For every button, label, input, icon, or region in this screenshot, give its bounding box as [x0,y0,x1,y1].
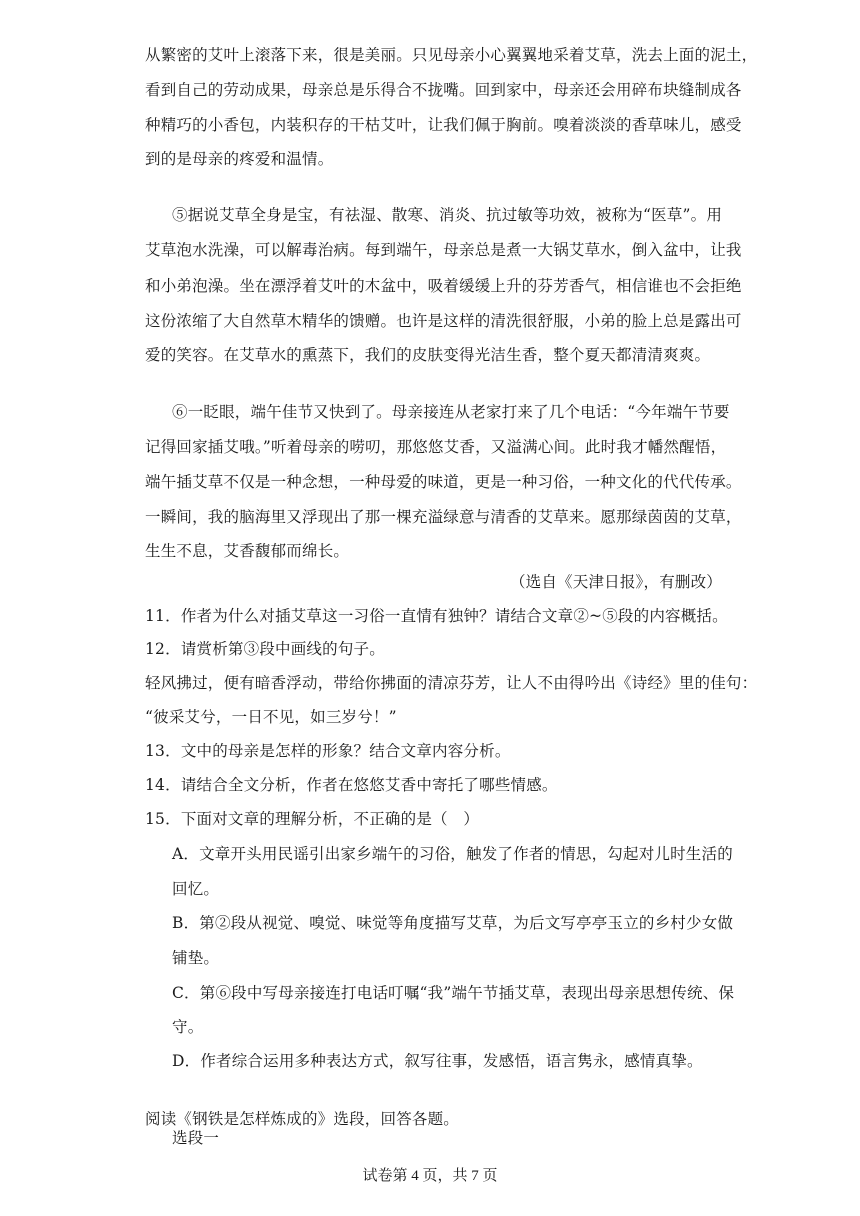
passage-line: 记得回家插艾哦。”听着母亲的唠叨，那悠悠艾香，又溢满心间。此时我才幡然醒悟， [145,438,727,456]
passage-line: 生生不息，艾香馥郁而绵长。 [145,542,350,560]
option-c-cont: 守。 [172,1018,204,1036]
question-14: 14．请结合全文分析，作者在悠悠艾香中寄托了哪些情感。 [145,776,558,794]
quoted-sentence: 轻风拂过，便有暗香浮动，带给你拂面的清凉芬芳，让人不由得吟出《诗经》里的佳句： [145,674,758,692]
passage-line: 种精巧的小香包，内装积存的干枯艾叶，让我们佩于胸前。嗅着淡淡的香草味儿，感受 [145,116,742,134]
passage-line: ⑤据说艾草全身是宝，有祛湿、散寒、消炎、抗过敏等功效，被称为“医草”。用 [172,206,723,224]
option-b: B．第②段从视觉、嗅觉、味觉等角度描写艾草，为后文写亭亭玉立的乡村少女做 [172,914,734,932]
passage-line: 从繁密的艾叶上滚落下来，很是美丽。只见母亲小心翼翼地采着艾草，洗去上面的泥土， [145,46,758,64]
question-13: 13．文中的母亲是怎样的形象？结合文章内容分析。 [145,742,511,760]
passage-line: 端午插艾草不仅是一种念想，一种母爱的味道，更是一种习俗，一种文化的代代传承。 [145,473,742,491]
option-c: C．第⑥段中写母亲接连打电话叮嘱“我”端午节插艾草，表现出母亲思想传统、保 [172,984,735,1002]
passage-line: 一瞬间，我的脑海里又浮现出了那一棵充溢绿意与清香的艾草来。愿那绿茵茵的艾草， [145,508,742,526]
option-d: D．作者综合运用多种表达方式，叙写往事，发感悟，语言隽永，感情真挚。 [172,1052,703,1070]
question-12: 12．请赏析第③段中画线的句子。 [145,640,385,658]
passage-line: 看到自己的劳动成果，母亲总是乐得合不拢嘴。回到家中，母亲还会用碎布块缝制成各 [145,81,742,99]
passage-line: 爱的笑容。在艾草水的熏蒸下，我们的皮肤变得光洁生香，整个夏天都清清爽爽。 [145,346,711,364]
option-a: A．文章开头用民谣引出家乡端午的习俗，触发了作者的情思，勾起对儿时生活的 [172,845,733,863]
option-b-cont: 铺垫。 [172,949,220,967]
page-footer: 试卷第 4 页，共 7 页 [362,1168,498,1184]
passage-line: 和小弟泡澡。坐在漂浮着艾叶的木盆中，吸着缓缓上升的芬芳香气，相信谁也不会拒绝 [145,277,742,295]
passage-line: 这份浓缩了大自然草木精华的馈赠。也许是这样的清洗很舒服，小弟的脸上总是露出可 [145,312,742,330]
question-15: 15．下面对文章的理解分析，不正确的是（ ） [145,810,480,828]
passage-line: 到的是母亲的疼爱和温情。 [145,150,334,168]
passage-line: ⑥一眨眼，端午佳节又快到了。母亲接连从老家打来了几个电话：“今年端午节要 [172,403,730,421]
section-label: 选段一 [172,1129,220,1147]
question-11: 11．作者为什么对插艾草这一习俗一直情有独钟？请结合文章②~⑤段的内容概括。 [145,607,728,625]
quoted-sentence: “彼采艾兮，一日不见，如三岁兮！” [145,708,397,726]
section-intro: 阅读《钢铁是怎样炼成的》选段，回答各题。 [145,1110,460,1128]
passage-source: （选自《天津日报》，有删改） [509,573,722,591]
passage-line: 艾草泡水洗澡，可以解毒治病。每到端午，母亲总是煮一大锅艾草水，倒入盆中，让我 [145,241,742,259]
option-a-cont: 回忆。 [172,880,220,898]
